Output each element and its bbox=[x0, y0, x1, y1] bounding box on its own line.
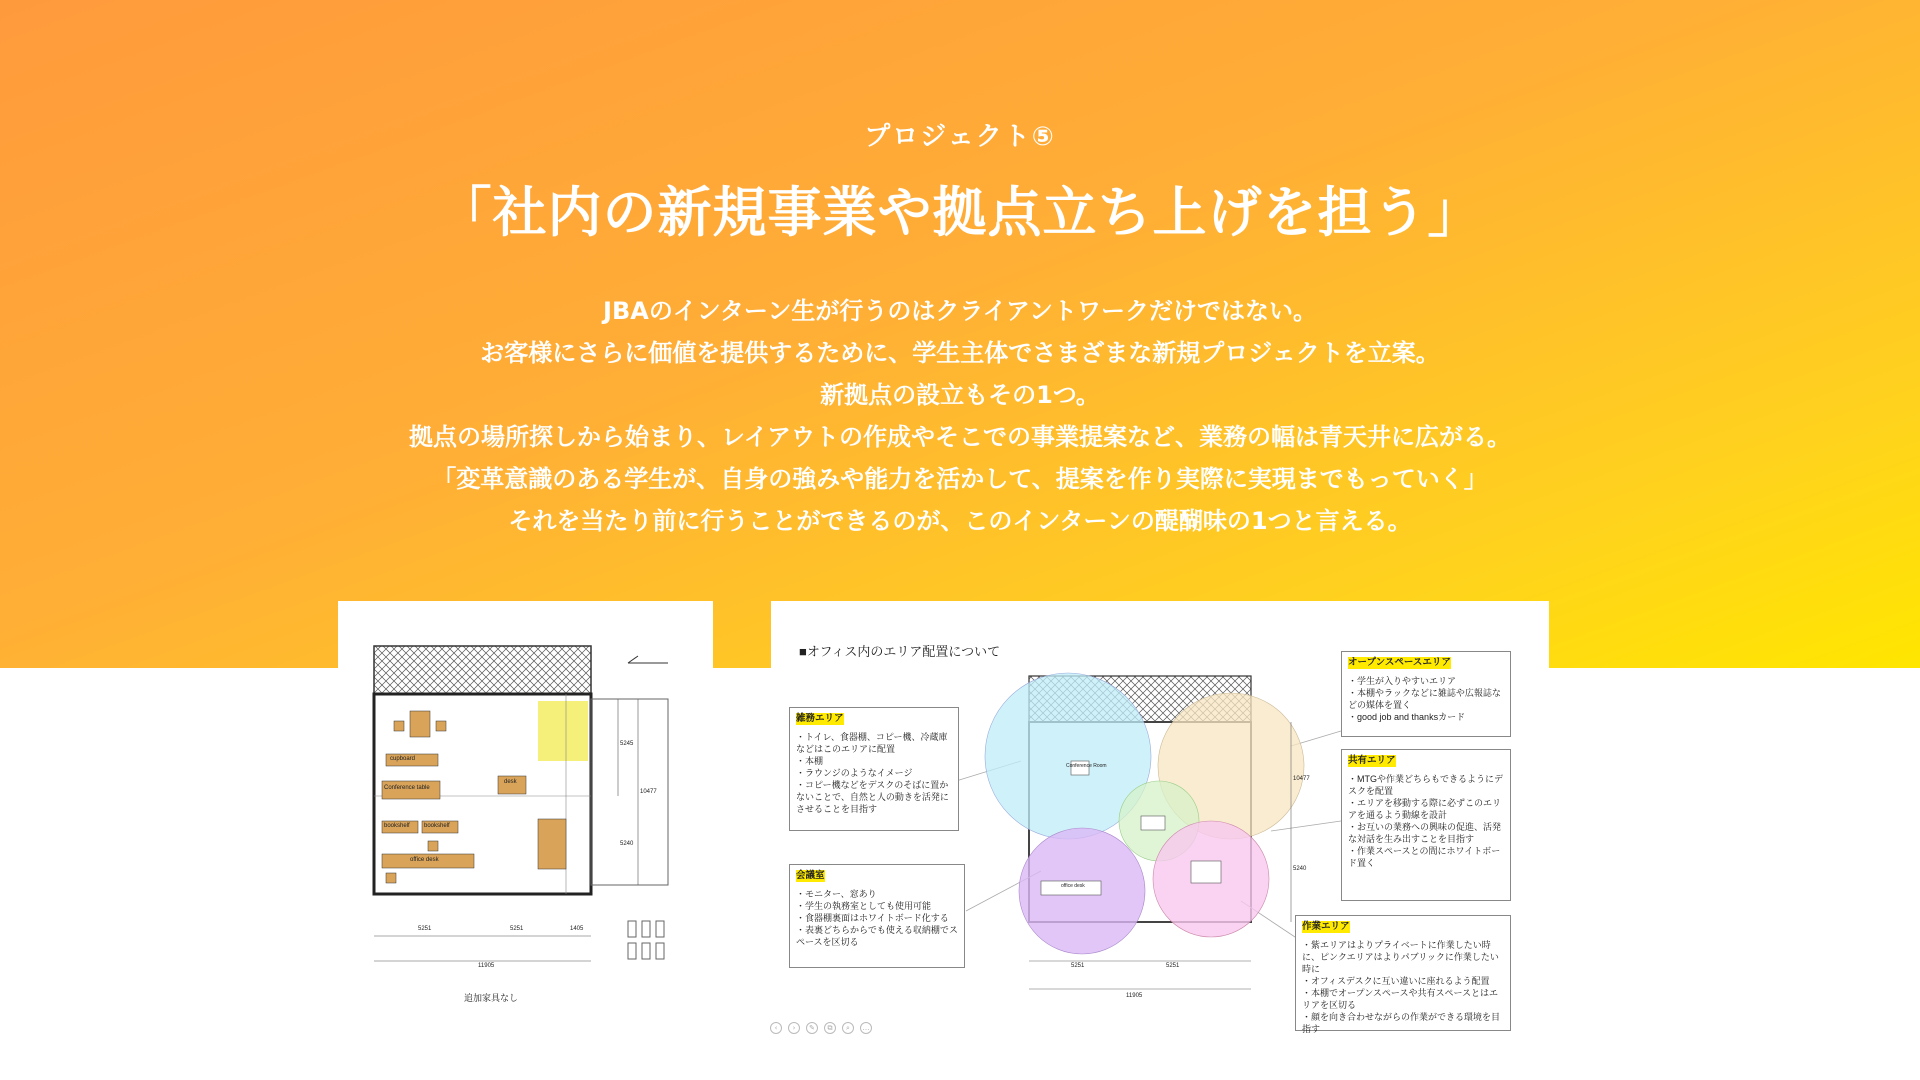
area-heading: 会議室 bbox=[796, 870, 825, 881]
edit-icon[interactable]: ✎ bbox=[806, 1022, 818, 1034]
dim-label: 5251 bbox=[1071, 963, 1085, 969]
dim-label: 11905 bbox=[478, 963, 495, 969]
description bbox=[0, 290, 1920, 542]
dim-label: 5245 bbox=[620, 741, 634, 747]
prev-icon[interactable]: ‹ bbox=[770, 1022, 782, 1034]
room-label-conference-table: Conference table bbox=[384, 785, 430, 791]
area-box-kaigi bbox=[789, 864, 965, 968]
area-box-zatsumu bbox=[789, 707, 959, 831]
dim-label: 1405 bbox=[570, 926, 584, 932]
area-item: ・本棚やラックなどに雑誌や広報誌などの媒体を置く bbox=[1348, 688, 1501, 710]
dim-label: 11905 bbox=[1126, 993, 1143, 999]
description-line: JBAのインターン生が行うのはクライアントワークだけではない。 bbox=[603, 297, 1317, 325]
floorplan-card bbox=[338, 601, 713, 1006]
area-item: ・食器棚裏面はホワイトボード化する bbox=[796, 913, 949, 923]
description-line: お客様にさらに価値を提供するために、学生主体でさまざまな新規プロジェクトを立案。 bbox=[480, 339, 1440, 367]
floorplan-drawing bbox=[338, 601, 713, 1006]
area-item: ・本棚でオープンスペースや共有スペースとはエリアを区切る bbox=[1302, 988, 1499, 1010]
plan-label: Conference Room bbox=[1066, 763, 1107, 769]
area-item: ・MTGや作業どちらもできるようにデスクを配置 bbox=[1348, 774, 1503, 796]
area-box-sagyo bbox=[1295, 915, 1511, 1034]
more-icon[interactable]: … bbox=[860, 1022, 872, 1034]
room-label-cupboard: cupboard bbox=[390, 756, 416, 762]
slide-toolbar bbox=[770, 1022, 872, 1034]
dim-label: 10477 bbox=[1293, 776, 1310, 782]
dim-label: 5251 bbox=[1166, 963, 1180, 969]
dim-label: 5251 bbox=[510, 926, 524, 932]
room-label-desk: desk bbox=[504, 779, 517, 785]
area-item: ・モニター、窓あり bbox=[796, 889, 877, 899]
area-item: ・コピー機などをデスクのそばに置かないことで、自然と人の動きを活発にさせることを目指す bbox=[796, 780, 949, 814]
slide-title: ■オフィス内のエリア配置について bbox=[799, 644, 1001, 659]
area-item: ・学生が入りやすいエリア bbox=[1348, 676, 1457, 686]
description-line: 「変革意識のある学生が、自身の強みや能力を活かして、提案を作り実際に実現までもっていく」 bbox=[432, 465, 1488, 493]
dim-label: 5240 bbox=[1293, 866, 1307, 872]
area-box-open bbox=[1341, 651, 1511, 737]
dim-label: 10477 bbox=[640, 789, 657, 795]
copy-icon[interactable]: ⧉ bbox=[824, 1022, 836, 1034]
dim-label: 5251 bbox=[418, 926, 432, 932]
next-icon[interactable]: › bbox=[788, 1022, 800, 1034]
area-heading: 共有エリア bbox=[1348, 755, 1396, 766]
area-heading: 作業エリア bbox=[1302, 921, 1350, 932]
area-item: ・トイレ、食器棚、コピー機、冷蔵庫などはこのエリアに配置 bbox=[796, 732, 948, 754]
area-item: ・エリアを移動する際に必ずこのエリアを通るよう動線を設計 bbox=[1348, 798, 1502, 820]
area-item: ・ラウンジのようなイメージ bbox=[796, 768, 913, 778]
project-label: プロジェクト⑤ bbox=[864, 122, 1056, 152]
plan-label: office desk bbox=[1061, 883, 1085, 889]
area-box-kyoyu bbox=[1341, 749, 1511, 901]
area-item: ・オフィスデスクに互い違いに座れるよう配置 bbox=[1302, 976, 1490, 986]
area-item: ・表裏どちらからでも使える収納棚でスペースを区切る bbox=[796, 925, 958, 947]
floorplan-caption: 追加家具なし bbox=[464, 993, 519, 1003]
area-item: ・作業スペースとの間にホワイトボード置く bbox=[1348, 846, 1501, 868]
dim-label: 5240 bbox=[620, 841, 634, 847]
area-item: ・お互いの業務への興味の促進、活発な対話を生み出すことを目指す bbox=[1348, 822, 1502, 844]
description-line: それを当たり前に行うことができるのが、このインターンの醍醐味の1つと言える。 bbox=[508, 507, 1412, 535]
page-title: 「社内の新規事業や拠点立ち上げを担う」 bbox=[437, 181, 1483, 244]
room-label-office-desk: office desk bbox=[410, 857, 439, 863]
description-line: 拠点の場所探しから始まり、レイアウトの作成やそこでの事業提案など、業務の幅は青天井に広がる。 bbox=[408, 423, 1512, 451]
room-label-bookshelf: bookshelf bbox=[384, 823, 410, 829]
area-item: ・本棚 bbox=[796, 756, 824, 766]
area-heading: 雑務エリア bbox=[796, 713, 844, 724]
zoom-icon[interactable]: ⌕ bbox=[842, 1022, 854, 1034]
area-heading: オープンスペースエリア bbox=[1348, 657, 1451, 668]
area-item: ・good job and thanksカード bbox=[1348, 712, 1466, 722]
area-item: ・紫エリアはよりプライベートに作業したい時に、ピンクエリアはよりパブリックに作業したい時に bbox=[1302, 940, 1499, 974]
layout-slide-card bbox=[771, 601, 1549, 1033]
area-item: ・学生の執務室としても使用可能 bbox=[796, 901, 932, 911]
room-label-bookshelf: bookshelf bbox=[424, 823, 450, 829]
area-item: ・顔を向き合わせながらの作業ができる環境を目指す bbox=[1302, 1012, 1501, 1034]
description-line: 新拠点の設立もその1つ。 bbox=[820, 381, 1100, 409]
